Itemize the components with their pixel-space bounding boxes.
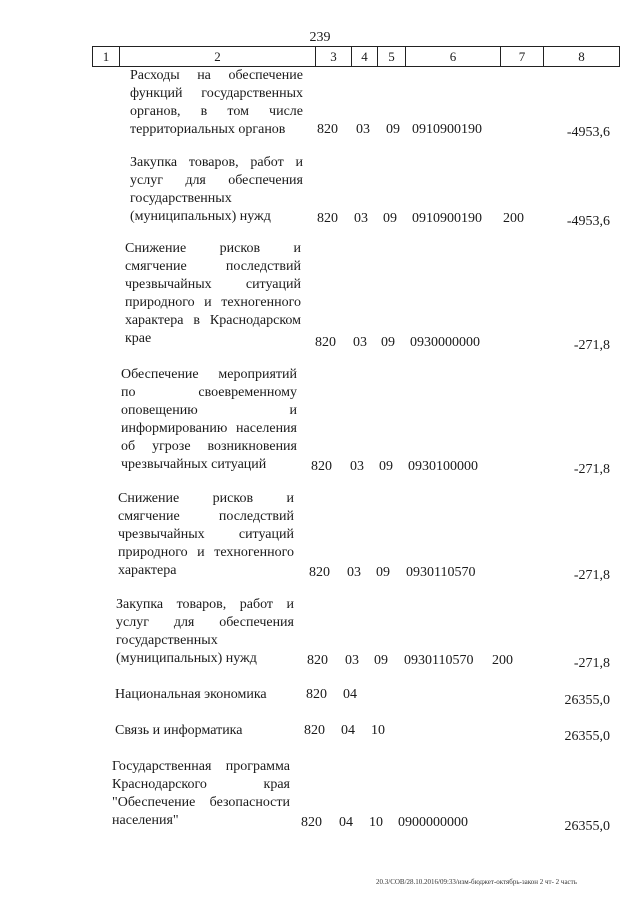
row-sum: -271,8 (573, 338, 610, 353)
row-csr-code: 0900000000 (398, 815, 468, 830)
row-pr-code: 09 (376, 565, 390, 580)
row-vr-code: 200 (503, 211, 524, 226)
row-rz-code: 03 (354, 211, 368, 226)
row-description: Снижение рисков и смягчение последствий чрезвычайных ситуаций природного и техногенного характера (118, 491, 294, 578)
row-pr-code: 09 (381, 335, 395, 350)
row-ved-code: 820 (311, 459, 332, 474)
row-description: Связь и информатика (115, 723, 243, 738)
header-col-4: 4 (352, 47, 378, 66)
row-pr-code: 09 (383, 211, 397, 226)
row-rz-code: 03 (356, 122, 370, 137)
header-col-1: 1 (93, 47, 120, 66)
row-ved-code: 820 (307, 653, 328, 668)
row-sum: -4953,6 (566, 125, 610, 140)
header-col-3: 3 (316, 47, 352, 66)
row-rz-code: 03 (345, 653, 359, 668)
row-ved-code: 820 (315, 335, 336, 350)
row-description: Закупка товаров, работ и услуг для обеспечения государственных (муниципальных) нужд (116, 597, 294, 666)
row-description: Расходы на обеспечение функций государственных органов, в том числе территориальных органов (130, 68, 303, 137)
table-header (92, 46, 620, 67)
row-rz-code: 04 (339, 815, 353, 830)
header-col-5: 5 (378, 47, 406, 66)
row-pr-code: 09 (386, 122, 400, 137)
row-sum: -4953,6 (566, 214, 610, 229)
row-sum: -271,8 (573, 656, 610, 671)
page-number: 239 (309, 30, 331, 45)
row-pr-code: 10 (369, 815, 383, 830)
row-pr-code: 09 (374, 653, 388, 668)
row-description: Национальная экономика (115, 687, 267, 702)
header-col-6: 6 (406, 47, 501, 66)
row-csr-code: 0910900190 (412, 211, 482, 226)
row-ved-code: 820 (317, 211, 338, 226)
row-ved-code: 820 (301, 815, 322, 830)
row-ved-code: 820 (304, 723, 325, 738)
row-vr-code: 200 (492, 653, 513, 668)
row-description: Государственная программа Краснодарского края "Обеспечение безопасности населения" (112, 759, 290, 828)
row-sum: 26355,0 (564, 693, 610, 708)
row-csr-code: 0910900190 (412, 122, 482, 137)
row-description: Обеспечение мероприятий по своевременному оповещению и информированию населения об угрозе возникновения чрезвычайных ситуаций (121, 367, 297, 472)
row-ved-code: 820 (309, 565, 330, 580)
header-col-8: 8 (578, 49, 585, 64)
row-ved-code: 820 (306, 687, 327, 702)
row-sum: 26355,0 (564, 729, 610, 744)
row-pr-code: 09 (379, 459, 393, 474)
row-rz-code: 04 (341, 723, 355, 738)
row-rz-code: 03 (350, 459, 364, 474)
row-csr-code: 0930000000 (410, 335, 480, 350)
row-pr-code: 10 (371, 723, 385, 738)
row-csr-code: 0930100000 (408, 459, 478, 474)
row-sum: 26355,0 (564, 819, 610, 834)
row-rz-code: 03 (347, 565, 361, 580)
row-csr-code: 0930110570 (404, 653, 474, 668)
row-rz-code: 04 (343, 687, 357, 702)
row-description: Снижение рисков и смягчение последствий чрезвычайных ситуаций природного и техногенного характера в Краснодарском крае (125, 241, 301, 346)
header-col-7: 7 (501, 47, 544, 66)
row-ved-code: 820 (317, 122, 338, 137)
row-description: Закупка товаров, работ и услуг для обеспечения государственных (муниципальных) нужд (130, 155, 303, 224)
row-csr-code: 0930110570 (406, 565, 476, 580)
header-col-2: 2 (120, 47, 316, 66)
row-sum: -271,8 (573, 462, 610, 477)
footer-file-reference: 20.3/СОВ/28.10.2016/09:33/изм-бюджет-октябрь-закон 2 чт- 2 часть (376, 878, 577, 886)
row-rz-code: 03 (353, 335, 367, 350)
row-sum: -271,8 (573, 568, 610, 583)
